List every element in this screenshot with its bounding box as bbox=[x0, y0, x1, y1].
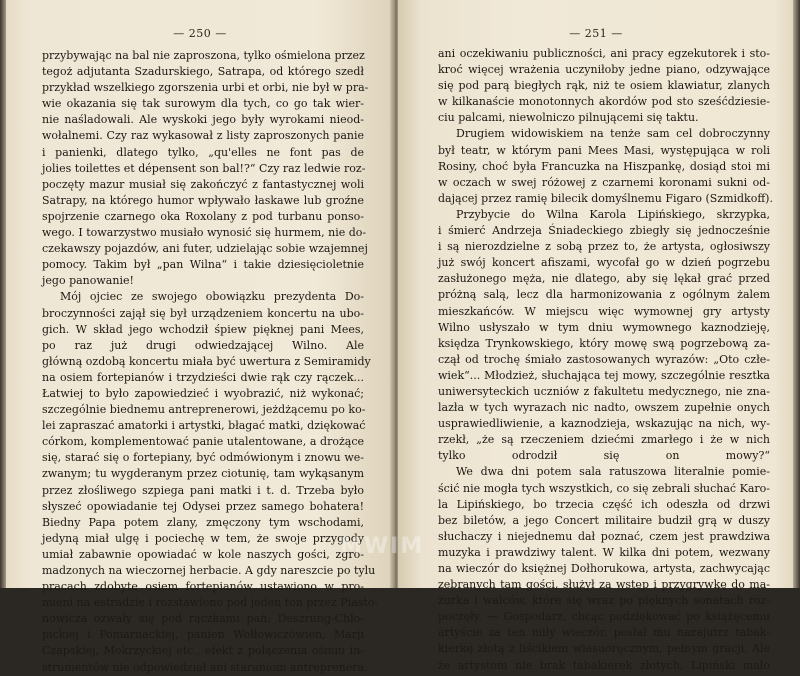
text-line: spojrzenie czarnego oka Roxolany z pod turbanu ponso- bbox=[42, 209, 364, 223]
text-line: Wilno usłyszało w tym dniu wymownego kaznodzieję, bbox=[438, 320, 770, 334]
text-line: zwanym; tu wygderanym przez ciotunię, tam wykąsanym bbox=[42, 467, 364, 481]
text-line: się, starać się o fortepiany, być odmówionym i znowu we- bbox=[42, 451, 364, 465]
watermark: MWIM bbox=[340, 534, 425, 559]
text-line: We dwa dni potem sala ratuszowa literalnie pomie- bbox=[456, 465, 770, 479]
text-line: Drugiem widowiskiem na tenże sam cel dobroczynny bbox=[456, 127, 770, 141]
text-line: słyszeć opowiadanie tej Odysei przez samego bohatera! bbox=[42, 499, 364, 513]
text-line: księdza Trynkowskiego, który mowę swą pogrzebową za- bbox=[438, 336, 770, 350]
text-line: wego. I towarzystwo musiało wynosić się hurmem, nie do- bbox=[42, 226, 367, 240]
text-line: na osiem fortepianów i trzydzieści dwie rąk czy rączek... bbox=[42, 370, 364, 384]
text-line: już swój koncert afiszami, wycofał go w dzień pogrzebu bbox=[438, 256, 770, 270]
text-line: Mój ojciec ze swojego obowiązku prezydenta Do- bbox=[60, 290, 364, 304]
text-line: gich. W skład jego wchodził śpiew pięknej pani Mees, bbox=[42, 322, 364, 336]
text-line: ścić nie mogła tych wszystkich, co się zebrali słuchać Karo- bbox=[438, 481, 770, 495]
right-page bbox=[398, 0, 794, 672]
right-page-number: — 251 — bbox=[569, 27, 623, 40]
text-line: że artystom nie brak tabakierek złotych, Lipiński mało bbox=[438, 658, 770, 672]
text-line: bez biletów, a jego Concert militaire budził grą w duszy bbox=[438, 513, 770, 527]
text-line: poczęty mazur musiał się zakończyć z fantastycznej woli bbox=[42, 177, 364, 191]
text-line: la Lipińskiego, bo trzecia część ich odeszła od drzwi bbox=[438, 497, 770, 511]
left-page-number: — 250 — bbox=[173, 27, 227, 40]
text-line: szczególnie biednemu antreprenerowi, jeżdżącemu po ko- bbox=[42, 403, 366, 417]
text-line: jedyną miał ulgę i pociechę w tem, że swoje przygody bbox=[42, 531, 364, 545]
text-line: umiał zabawnie opowiadać w kole naszych gości, zgro- bbox=[42, 547, 364, 561]
text-line: główną ozdobą koncertu miała być uwertura z Semiramidy bbox=[42, 354, 371, 368]
text-line: i śmierć Andrzeja Śniadeckiego zbiegły się jednocześnie bbox=[438, 224, 770, 238]
text-line: Biedny Papa potem zlany, zmęczony tym wschodami, bbox=[42, 515, 364, 529]
text-line: madzonych na wieczornej herbacie. A gdy nareszcie po tylu bbox=[42, 564, 376, 577]
text-line: córkom, komplementować panie utalentowane, a drożące bbox=[42, 435, 364, 449]
text-line: i są nierozdzielne z sobą przez to, że artysta, ogłosiwszy bbox=[438, 240, 770, 254]
text-line: nie naśladowali. Ale wyskoki jego były wyrokami nieod- bbox=[42, 113, 364, 127]
text-line: dającej przez ramię bilecik domyślnemu Figaro (Szmidkoff). bbox=[438, 191, 773, 205]
text-line: ciu palcami, niewolniczo pilnującemi się taktu. bbox=[438, 111, 699, 125]
text-line: po raz już drugi odwiedzającej Wilno. Ale bbox=[42, 338, 364, 352]
text-line: przez złośliwego szpiega pani matki i t. d. Trzeba było bbox=[42, 483, 364, 497]
text-line: nowicza ozwały się pod rączkami pań: Deszrung-Chło- bbox=[42, 612, 364, 626]
text-line: muzyka i prawdziwy talent. W kilka dni potem, wezwany bbox=[438, 545, 770, 559]
text-line: czął od trochę śmiało zastosowanych wyrazów: „Oto człe- bbox=[438, 352, 770, 366]
text-line: przybywając na bal nie zaproszona, tylko ośmielona przez bbox=[42, 49, 365, 62]
text-line: Przybycie do Wilna Karola Lipińskiego, skrzypka, bbox=[456, 207, 770, 221]
text-line: był teatr, w którym pani Mees Masi, występująca w roli bbox=[438, 143, 770, 157]
text-line: tegoż adjutanta Szadurskiego, Satrapa, od którego szedł bbox=[42, 65, 364, 79]
text-line: wie okazania się tak surowym dla tych, co go tak wier- bbox=[42, 97, 364, 111]
text-line: kroć więcej wrażenia uczyniłoby jedne piano, odzywające bbox=[438, 63, 770, 77]
text-line: poczęły. — Gospodarz, chcąc podziękować po książęcemu bbox=[438, 610, 770, 624]
book-edge-right bbox=[793, 0, 800, 588]
text-line: Łatwiej to było zapowiedzieć i wyobrazić, niż wykonać; bbox=[42, 386, 364, 400]
text-line: mieni na estradzie i rozstawiono pod jeden ton przez Piasto- bbox=[42, 596, 379, 610]
text-line: zurka i walców, które się wraz po pięknych sonatach roz- bbox=[438, 594, 770, 608]
text-line: na wieczór do księżnej Dołhorukowa, artysta, zachwycając bbox=[438, 562, 770, 575]
right-page-text bbox=[438, 46, 773, 674]
text-line: w kilkanaście monotonnych akordów pod sto sześćdziesie- bbox=[438, 95, 770, 109]
text-line: wiek“... Młodzież, słuchająca tej mowy, szczególnie resztka bbox=[438, 368, 770, 382]
text-line: w oczach w swej różowej z czarnemi koronami sukni od- bbox=[438, 175, 770, 189]
text-line: usprawiedliwienie, a kaznodzieja, wskazując na nich, wy- bbox=[438, 417, 770, 431]
text-line: próżną salą, lecz dla harmonizowania z ogólnym żalem bbox=[438, 288, 770, 302]
text-line: artyście za ten miły wieczór, posłał mu nazajutrz tabak- bbox=[438, 626, 770, 640]
text-line: Rosiny, choć była Francuzka na Hiszpankę, dosiąd stoi mi bbox=[438, 159, 770, 173]
text-line: uniwersyteckich uczniów z fakultetu medycznego, nie zna- bbox=[438, 384, 770, 398]
text-line: się pod parą biegłych rąk, niż te osiem klawiatur, zlanych bbox=[438, 79, 770, 93]
text-line: Czapskiej, Mokrzyckiej etc., efekt z połączenia ośmiu in- bbox=[42, 644, 364, 658]
text-line: przykład wszelkiego zgorszenia urbi et orbi, nie był w pra- bbox=[42, 81, 369, 95]
text-line: jego panowanie! bbox=[42, 274, 134, 288]
text-line: zebranych tam gości, służył za wstęp i przygrywkę do ma- bbox=[438, 578, 770, 592]
text-line: czekawszy pojazdów, ani futer, udzielając sobie wzajemnej bbox=[42, 242, 368, 256]
text-line: zasłużonego męża, nie dlatego, aby się lękał grać przed bbox=[438, 272, 770, 286]
text-line: broczynności zajął się był urządzeniem koncertu na ubo- bbox=[42, 306, 364, 320]
text-line: pomocy. Takim był „pan Wilna“ i takie dziesięcioletnie bbox=[42, 258, 364, 272]
left-page bbox=[6, 0, 394, 674]
left-page-text bbox=[42, 48, 379, 676]
text-line: mieszkańców. W miejscu więc wymownej gry artysty bbox=[438, 304, 770, 318]
text-line: lazła w tych wyrazach nic nadto, owszem zupełnie onych bbox=[438, 401, 770, 415]
text-line: pickiej i Pomarnackiej, panien Wołłowiczówien, Marji bbox=[42, 628, 364, 642]
text-line: i panienki, dlatego tylko, „qu'elles ne font pas de bbox=[42, 145, 364, 159]
text-line: pracach zdobyte osiem fortepianów ustawiono w pro- bbox=[42, 580, 364, 594]
text-line: wołalnemi. Czy raz wykasował z listy zaproszonych panie bbox=[42, 129, 364, 143]
text-line: lei zapraszać amatorki i artystki, błagać matki, dziękować bbox=[42, 419, 366, 433]
text-line: słuchaczy i niejednemu dał poznać, czem jest prawdziwa bbox=[438, 529, 770, 543]
text-line: rzekł, „że są rzeczeniem dziećmi zmarłego i że w nich bbox=[438, 433, 770, 447]
text-line: jolies toilettes et dépensent son bal!?“ Czy raz ledwie roz- bbox=[42, 161, 366, 175]
text-line: ani oczekiwaniu publiczności, ani pracy egzekutorek i sto- bbox=[438, 47, 770, 60]
text-line: strumentów nie odpowiedział ani staraniom antreprenera. bbox=[42, 660, 368, 674]
text-line: tylko odrodził się on mowy?“ bbox=[438, 449, 770, 463]
text-line: kierkę złotą z liścikiem wiasuoręcznym, pełnym gracji. Ale bbox=[438, 642, 770, 656]
text-line: Satrapy, na którego humor wpływało łaskawe lub groźne bbox=[42, 193, 364, 207]
